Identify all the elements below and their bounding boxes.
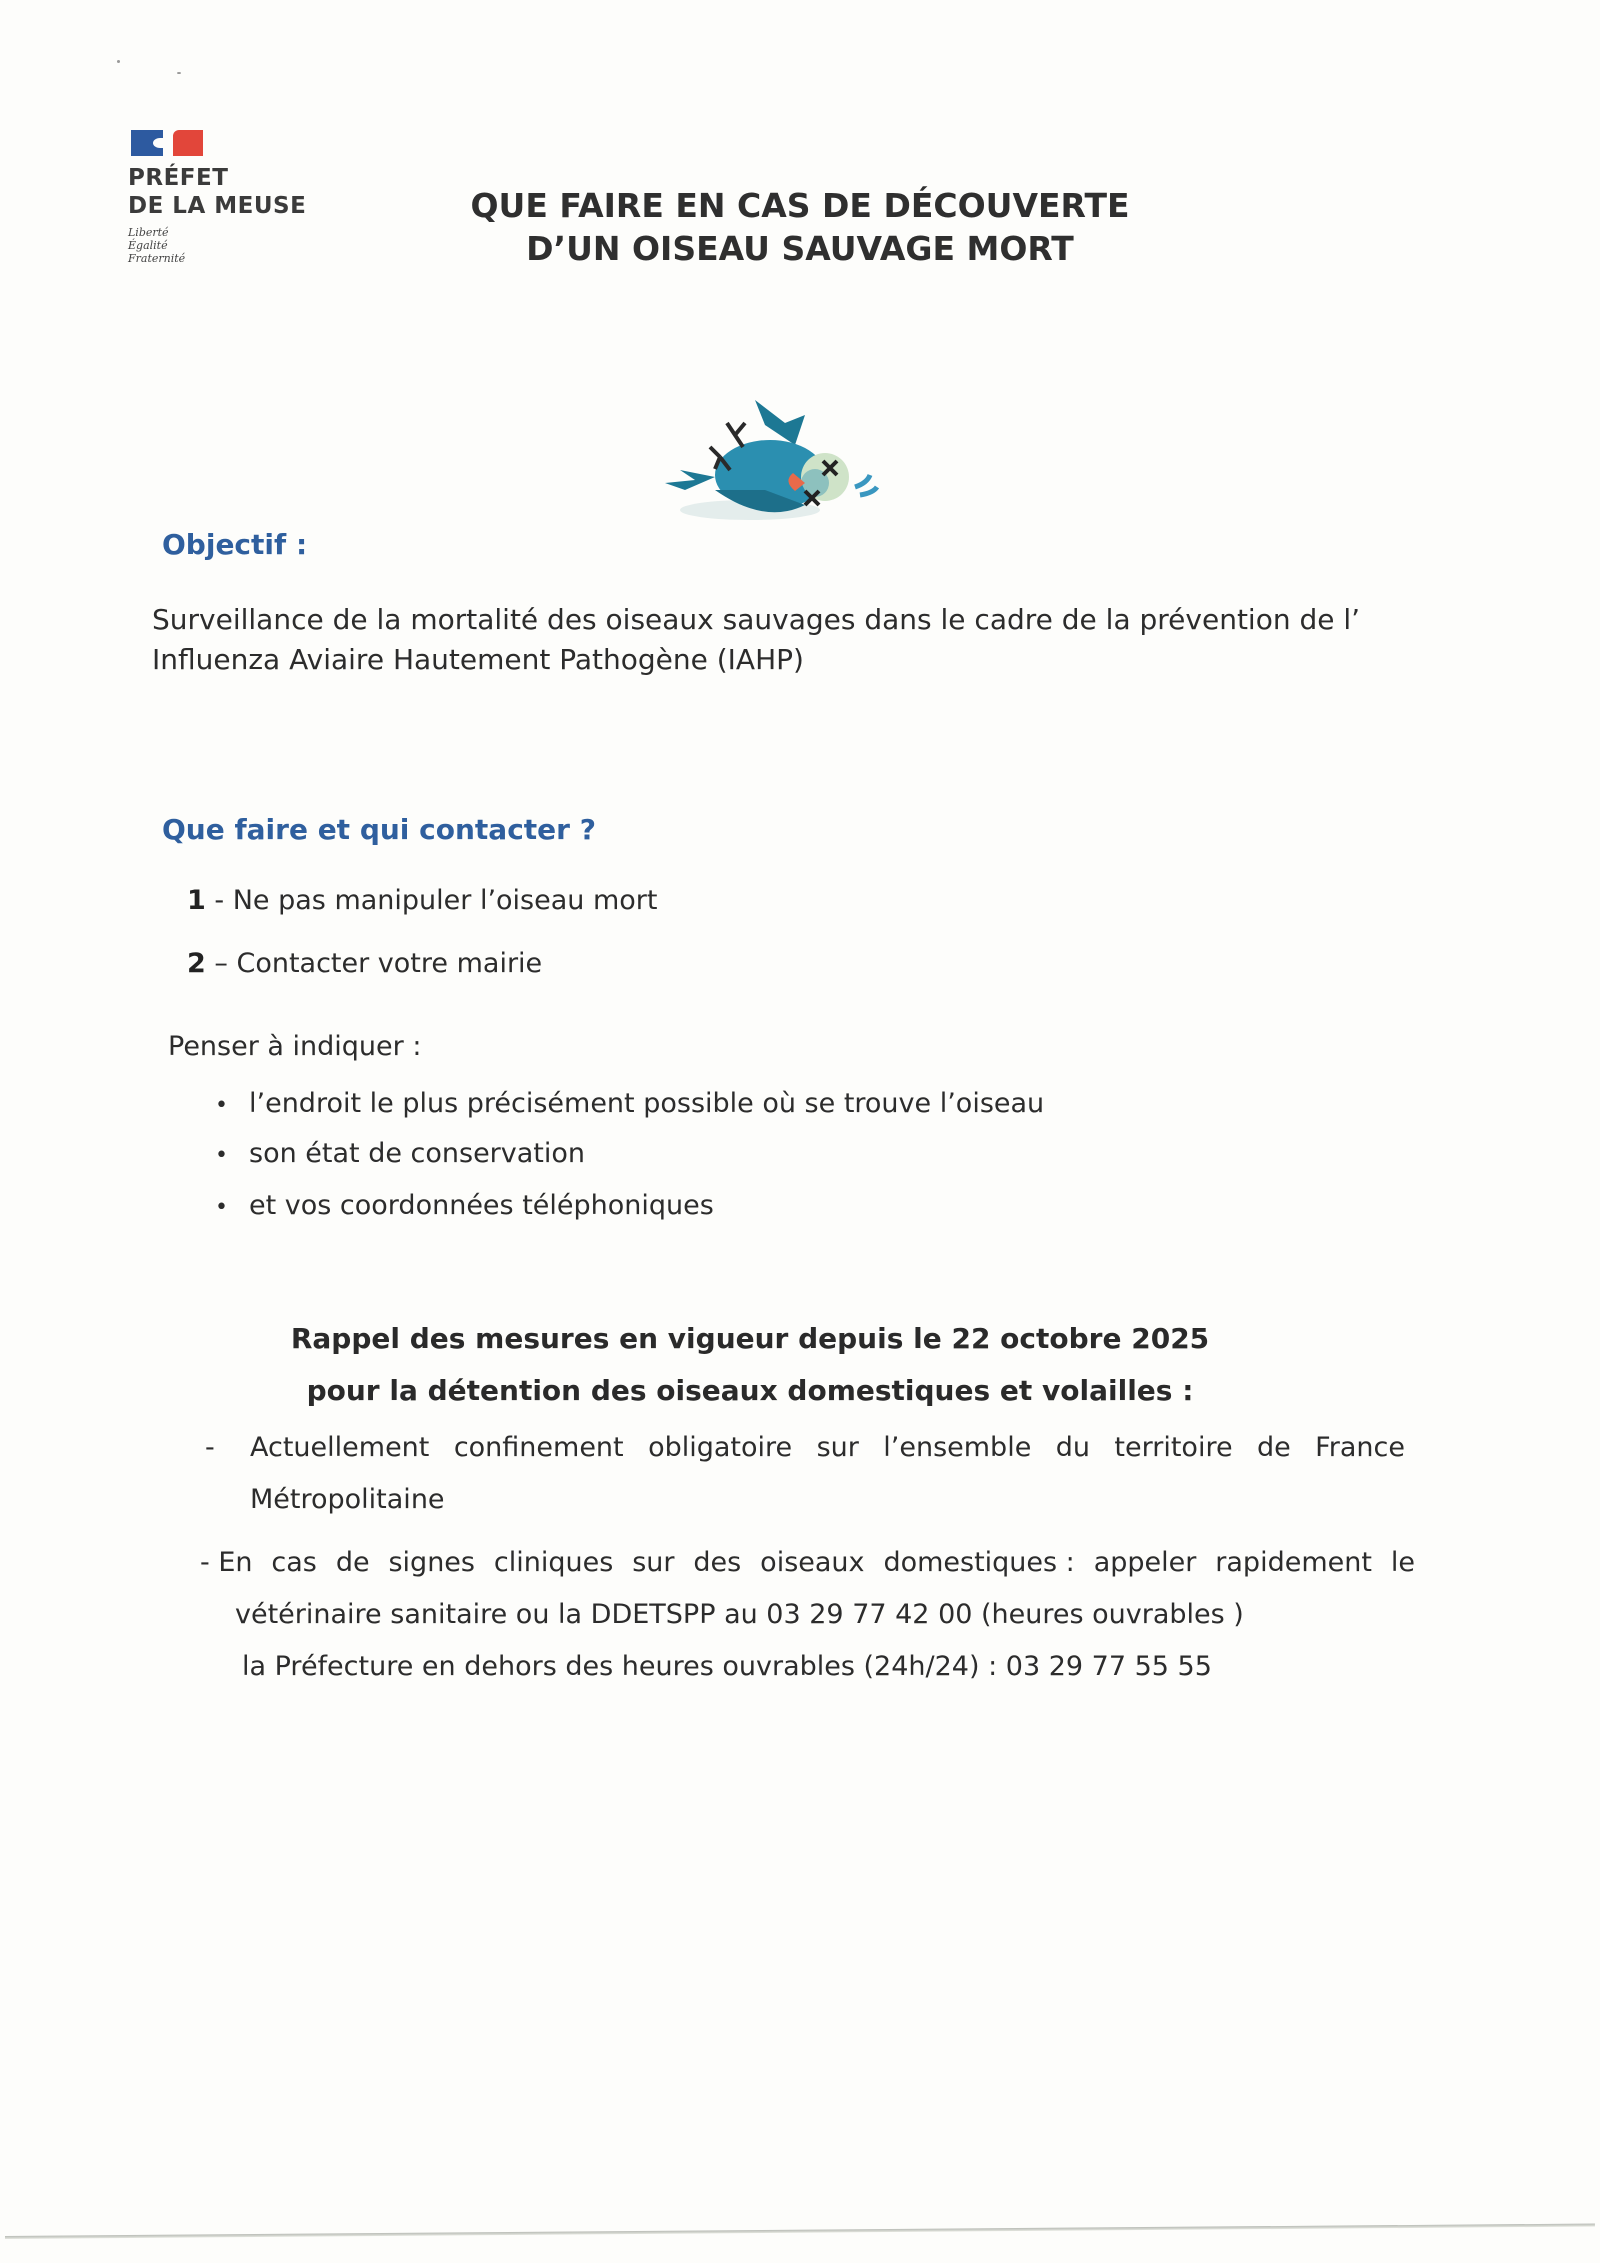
- prefecture-name-line2: DE LA MEUSE: [128, 193, 307, 219]
- word: des: [693, 1547, 742, 1578]
- prefecture-contact-line: la Préfecture en dehors des heures ouvrables (24h/24) : 03 29 77 55 55: [242, 1651, 1212, 1682]
- word: appeler: [1093, 1547, 1197, 1578]
- mesure-line: Métropolitaine: [250, 1484, 445, 1515]
- bullet-item: [215, 1138, 585, 1169]
- title-line1: QUE FAIRE EN CAS DE DÉCOUVERTE: [470, 186, 1130, 225]
- ddetspp-contact-line: vétérinaire sanitaire ou la DDETSPP au 03 29 77 42 00 (heures ouvrables ): [235, 1599, 1244, 1630]
- word: rapidement: [1215, 1547, 1372, 1578]
- bullet-item: [215, 1088, 1044, 1119]
- step-2: [187, 948, 542, 979]
- bullet-icon: •: [215, 1093, 228, 1118]
- mesure-line: [200, 1537, 1415, 1589]
- objectif-heading: Objectif :: [162, 528, 308, 561]
- dead-bird-icon: [655, 395, 895, 535]
- rappel-heading: [250, 1313, 1250, 1417]
- bullet-icon: •: [215, 1195, 228, 1220]
- dash-bullet-icon: -: [205, 1432, 215, 1463]
- mesure-signes-cliniques: [200, 1537, 1415, 1693]
- word: le: [1390, 1547, 1415, 1578]
- bullet-text: et vos coordonnées téléphoniques: [249, 1190, 714, 1221]
- word: confinement: [453, 1432, 624, 1463]
- marianne-flag-icon: [131, 130, 211, 156]
- rappel-line1: Rappel des mesures en vigueur depuis le 22 octobre 2025: [290, 1322, 1210, 1355]
- step-number: 1: [187, 885, 206, 916]
- word: domestiques :: [883, 1547, 1075, 1578]
- word: - En: [200, 1547, 253, 1578]
- word: France: [1315, 1432, 1405, 1463]
- word: sur: [816, 1432, 859, 1463]
- bullet-item: [215, 1190, 714, 1221]
- prefecture-logo: [128, 130, 358, 265]
- prefecture-name: [128, 164, 358, 220]
- document-title: [400, 184, 1200, 270]
- step-1: [187, 885, 657, 916]
- word: de: [1257, 1432, 1291, 1463]
- word: de: [335, 1547, 370, 1578]
- step-number: 2: [187, 948, 206, 979]
- word: obligatoire: [648, 1432, 793, 1463]
- bullet-icon: •: [215, 1143, 228, 1168]
- motto-fraternite: Fraternité: [128, 252, 186, 265]
- prefecture-name-line1: PRÉFET: [128, 165, 229, 191]
- word: l’ensemble: [883, 1432, 1032, 1463]
- word: sur: [632, 1547, 675, 1578]
- step-text: Ne pas manipuler l’oiseau mort: [232, 885, 658, 916]
- title-line2: D’UN OISEAU SAUVAGE MORT: [526, 229, 1074, 268]
- step-separator: –: [205, 948, 237, 979]
- word: cas: [271, 1547, 317, 1578]
- objectif-text: Surveillance de la mortalité des oiseaux sauvages dans le cadre de la prévention de l’ Influenza Aviaire Hautement Pathogène (IAHP): [152, 603, 1361, 676]
- word: cliniques: [493, 1547, 614, 1578]
- word: Actuellement: [250, 1432, 430, 1463]
- word: territoire: [1114, 1432, 1233, 1463]
- page-bottom-edge: [5, 2224, 1595, 2239]
- word: signes: [388, 1547, 475, 1578]
- mesure-line: [250, 1422, 1405, 1474]
- word: oiseaux: [760, 1547, 865, 1578]
- bullet-text: l’endroit le plus précisément possible où se trouve l’oiseau: [249, 1088, 1045, 1119]
- penser-label: Penser à indiquer :: [168, 1031, 422, 1062]
- scan-speck: [177, 72, 181, 74]
- scan-speck: [117, 60, 120, 63]
- word: du: [1055, 1432, 1090, 1463]
- motto-liberte: Liberté: [128, 226, 169, 239]
- rappel-line2: pour la détention des oiseaux domestiques et volailles :: [306, 1374, 1194, 1407]
- step-separator: -: [205, 885, 233, 916]
- bullet-text: son état de conservation: [249, 1138, 586, 1169]
- republic-motto: [128, 226, 358, 265]
- que-faire-heading: Que faire et qui contacter ?: [162, 813, 596, 846]
- step-text: Contacter votre mairie: [236, 948, 543, 979]
- motto-egalite: Égalité: [128, 239, 168, 252]
